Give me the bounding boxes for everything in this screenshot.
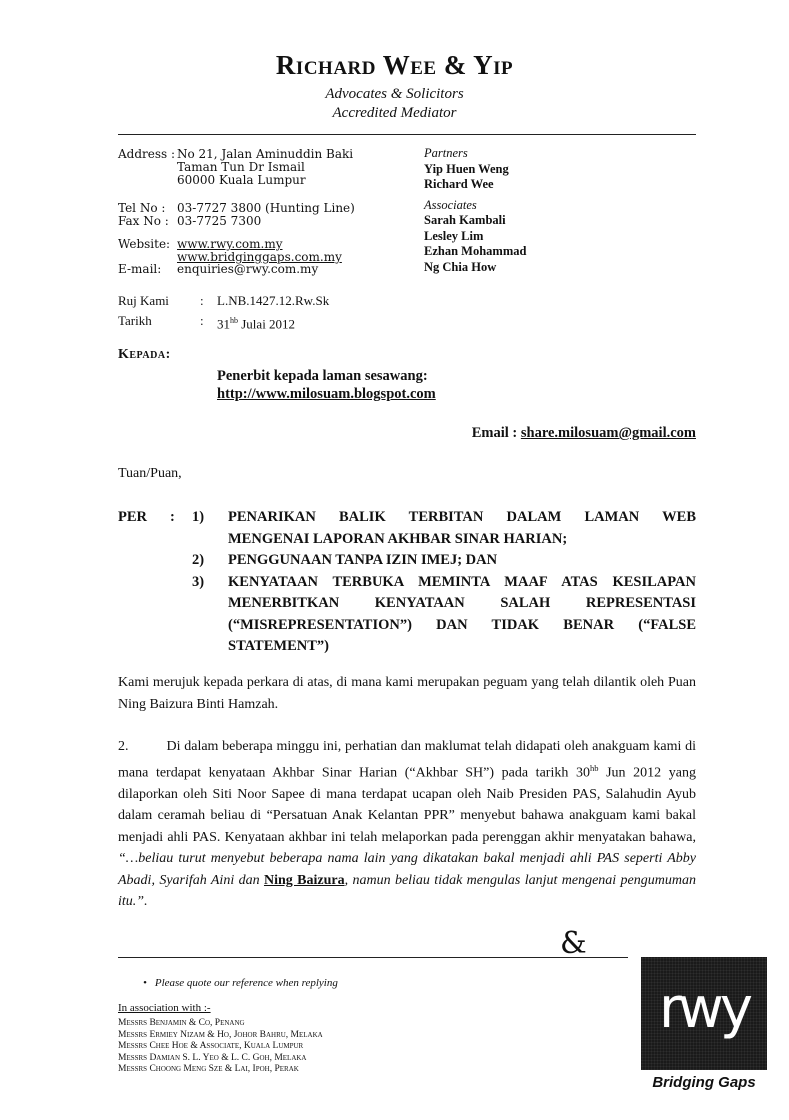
subject-item-number: 3) [192, 573, 205, 590]
partners-label: Partners [424, 146, 468, 160]
associate-name: Ng Chia How [424, 259, 497, 274]
subject-list [192, 507, 698, 654]
address-line-3: 60000 Kuala Lumpur [177, 173, 306, 187]
subject-item-text: MENGENAI LAPORAN AKHBAR SINAR HARIAN; [228, 530, 568, 547]
associate-name: Sarah Kambali [424, 213, 506, 227]
subject-per-label: PER [118, 509, 147, 525]
date-superscript: hb [589, 762, 599, 773]
recipient-line: Penerbit kepada laman sesawang: [217, 368, 428, 384]
body-paragraph-2 [118, 736, 696, 913]
tarikh-separator: : [200, 313, 204, 328]
address-line-2: Taman Tun Dr Ismail [177, 160, 305, 174]
paragraph-quote: “…beliau turut menyebut beberapa nama lain yang dikatakan bakal menjadi ahli PAS seperti Abby Abadi, Syarifah Aini dan [118, 851, 696, 888]
association-item: Messrs Ermiey Nizam & Ho, Johor Bahru, Melaka [118, 1029, 323, 1040]
website-link-bridginggaps[interactable]: www.bridginggaps.com.my [177, 250, 342, 264]
website-label: Website: [118, 237, 171, 251]
subject-item-text: (“MISREPRESENTATION”) DAN TIDAK BENAR (“FALSE [228, 616, 696, 633]
subject-item-text: MENERBITKAN KENYATAAN SALAH REPRESENTASI [228, 595, 696, 611]
page-initial: & [560, 926, 587, 961]
rwy-logo-text: rwy [659, 976, 749, 1041]
tarikh-rest: Julai 2012 [238, 316, 296, 332]
subject-item-text: PENARIKAN BALIK TERBITAN DALAM LAMAN WEB [228, 509, 696, 525]
website-link-rwy[interactable]: www.rwy.com.my [177, 237, 283, 251]
partner-name: Yip Huen Weng [424, 161, 509, 176]
tel-value: 03-7727 3800 (Hunting Line) [177, 201, 355, 215]
email-value: enquiries@rwy.com.my [177, 262, 319, 276]
association-item: Messrs Damian S. L. Yeo & L. C. Goh, Melaka [118, 1052, 307, 1063]
subject-colon: : [170, 509, 175, 525]
subject-item-text: KENYATAAN TERBUKA MEMINTA MAAF ATAS KESILAPAN [228, 573, 696, 590]
logo-tagline: Bridging Gaps [652, 1074, 756, 1091]
paragraph-text: Di dalam beberapa minggu ini, perhatian dan maklumat telah didapati oleh anakguam kami di mana terdapat kenyataan Akhbar Sinar Harian (“Akhbar SH”) pada tarikh 30 [118, 739, 696, 781]
association-item: Messrs Chee Hoe & Associate, Kuala Lumpur [118, 1041, 304, 1051]
address-label: Address : [118, 147, 176, 161]
quote-reference-text: Please quote our reference when replying [154, 977, 338, 989]
address-line-1: No 21, Jalan Aminuddin Baki [177, 147, 354, 161]
firm-subtitle-mediator: Accredited Mediator [332, 105, 457, 121]
associate-name: Lesley Lim [424, 228, 484, 243]
association-item: Messrs Benjamin & Co, Penang [118, 1018, 245, 1028]
ruj-separator: : [200, 293, 204, 308]
fax-label: Fax No : [118, 214, 169, 228]
bullet-icon: • [143, 977, 147, 989]
paragraph-quote: , namun beliau tidak mengulas lanjut mengenai pengumuman itu.”. [118, 872, 696, 910]
subject-item-number: 2) [192, 552, 205, 568]
partners-block [424, 146, 526, 275]
tarikh-label: Tarikh [118, 313, 152, 328]
kepada-heading: Kepada: [118, 347, 171, 362]
recipient-url-link[interactable]: http://www.milosuam.blogspot.com [217, 386, 436, 402]
ruj-value: L.NB.1427.12.Rw.Sk [217, 293, 330, 308]
recipient-email [472, 425, 696, 442]
quote-reference-note [143, 977, 338, 989]
association-heading: In association with :- [118, 1002, 211, 1014]
tarikh-value [217, 312, 295, 333]
header-divider [118, 134, 696, 135]
associate-name: Ezhan Mohammad [424, 244, 527, 258]
rwy-logo [641, 957, 767, 1070]
tarikh-sup: hb [230, 316, 238, 325]
recipient-email-label: Email : [471, 425, 521, 441]
subject-item-text: PENGGUNAAN TANPA IZIN IMEJ; DAN [228, 552, 498, 568]
association-list [118, 1018, 323, 1076]
ruj-label: Ruj Kami [118, 293, 169, 308]
associates-label: Associates [424, 197, 477, 212]
fax-value: 03-7725 7300 [177, 214, 262, 228]
footer-divider [118, 957, 628, 958]
salutation: Tuan/Puan, [118, 466, 182, 481]
association-item: Messrs Choong Meng Sze & Lai, Ipoh, Perak [118, 1064, 299, 1074]
email-label: E-mail: [118, 262, 162, 276]
firm-subtitle-advocates: Advocates & Solicitors [325, 86, 464, 102]
recipient-email-link[interactable]: share.milosuam@gmail.com [520, 425, 696, 441]
paragraph-text: Jun 2012 yang dilaporkan oleh Siti Noor Sapee di mana terdapat ucapan oleh Naib Presiden PAS, Salahudin Ayub dalam ceramah beliau di “Persatuan Anak Kelantan PPR” menyebut bahawa anakguam kami bakal menjadi ahli PAS. Kenyataan akhbar ini telah melaporkan pada perenggan akhir menyatakan bahawa, [118, 765, 697, 845]
firm-name: Richard Wee & Yip [275, 50, 514, 80]
tel-label: Tel No : [118, 201, 166, 215]
subject-item-number: 1) [192, 509, 205, 525]
partner-name: Richard Wee [424, 177, 494, 191]
quoted-name: Ning Baizura [263, 872, 345, 888]
subject-item-text: STATEMENT”) [228, 638, 329, 654]
body-paragraph-1: Kami merujuk kepada perkara di atas, di mana kami merupakan peguam yang telah dilantik oleh Puan Ning Baizura Binti Hamzah. [118, 675, 696, 712]
paragraph-number: 2. [118, 739, 129, 754]
tarikh-day: 31 [217, 316, 230, 332]
